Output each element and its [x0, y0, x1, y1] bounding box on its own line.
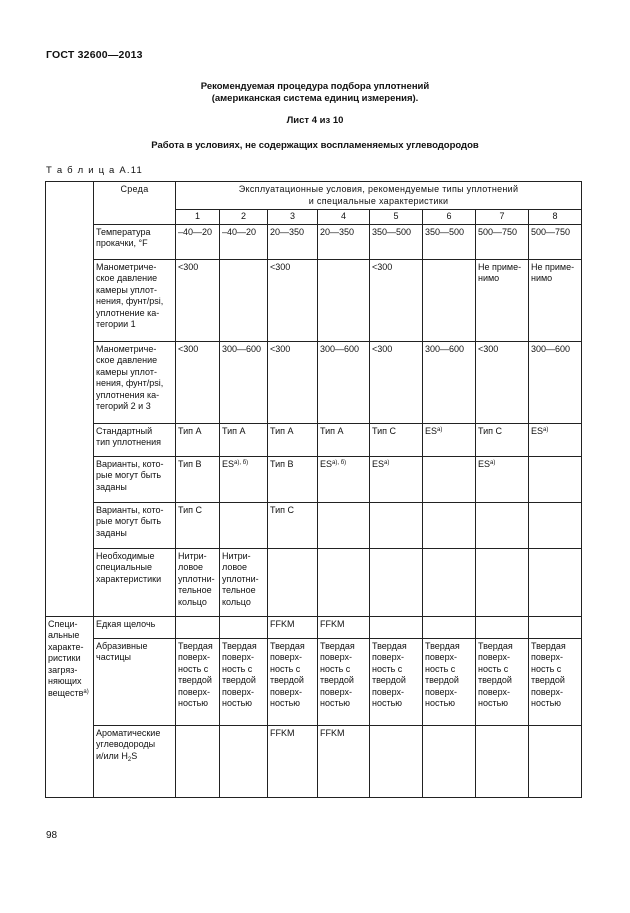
group-label-cell	[46, 616, 94, 797]
table-cell	[476, 502, 529, 548]
table-cell	[370, 423, 423, 456]
table-cell	[476, 259, 529, 341]
table-cell	[268, 725, 318, 797]
table-cell	[318, 456, 370, 502]
cell-value: Твердая поверх- ность с твердой поверх- ностью	[320, 640, 355, 708]
row-label: Необходимые специальные характеристики	[94, 548, 176, 616]
column-number: 7	[476, 210, 529, 225]
cell-footnote: a)	[490, 459, 496, 466]
table-cell	[370, 456, 423, 502]
table-cell	[529, 548, 582, 616]
cell-value: 500—750	[531, 226, 571, 237]
table-cell	[268, 502, 318, 548]
table-cell	[220, 224, 268, 259]
table-row	[46, 616, 582, 638]
table-cell	[476, 725, 529, 797]
table-cell	[476, 456, 529, 502]
table-cell	[370, 548, 423, 616]
table-cell	[268, 548, 318, 616]
table-cell	[529, 456, 582, 502]
table-row	[46, 423, 582, 456]
table-cell	[176, 616, 220, 638]
cell-value: ES	[372, 458, 385, 469]
table-cell	[423, 456, 476, 502]
table-cell	[423, 638, 476, 725]
table-cell	[268, 259, 318, 341]
cell-value: Твердая поверх- ность с твердой поверх- ностью	[531, 640, 566, 708]
table-cell	[423, 224, 476, 259]
cell-value: 500—750	[478, 226, 518, 237]
cell-value: Тип С	[270, 504, 295, 515]
cell-value: <300	[178, 343, 199, 354]
table-cell	[476, 224, 529, 259]
cell-value: <300	[270, 343, 291, 354]
cell-value: <300	[478, 343, 499, 354]
table-cell	[176, 548, 220, 616]
table-cell	[318, 423, 370, 456]
row-label: Манометриче- ское давление камеры уплот- нения, фунт/psi, уплотнение ка- тегории 1	[94, 259, 176, 341]
table-cell	[268, 423, 318, 456]
table-cell	[423, 616, 476, 638]
table-cell	[268, 616, 318, 638]
table-cell	[318, 638, 370, 725]
table-cell	[370, 341, 423, 423]
page-number: 98	[46, 830, 58, 841]
table-cell	[220, 502, 268, 548]
document-id: ГОСТ 32600—2013	[46, 49, 143, 61]
table-cell	[318, 259, 370, 341]
row-label-tail: S	[131, 750, 138, 761]
table-row	[46, 502, 582, 548]
cell-value: 300—600	[222, 343, 262, 354]
cell-value: –40—20	[178, 226, 213, 237]
cell-value: Тип А	[222, 425, 246, 436]
cell-footnote: a)	[437, 426, 443, 433]
table-cell	[176, 502, 220, 548]
table-cell	[529, 341, 582, 423]
table-cell	[220, 456, 268, 502]
cell-value: 300—600	[320, 343, 360, 354]
table-cell	[318, 341, 370, 423]
title-line2: (американская система единиц измерения).	[211, 93, 419, 104]
column-number: 4	[318, 210, 370, 225]
table-cell	[423, 502, 476, 548]
cell-value: Тип В	[270, 458, 294, 469]
table-cell	[220, 423, 268, 456]
column-number: 5	[370, 210, 423, 225]
cell-value: 300—600	[425, 343, 465, 354]
cell-value: 20—350	[270, 226, 305, 237]
table-cell	[268, 638, 318, 725]
table-cell	[423, 259, 476, 341]
table-cell	[370, 638, 423, 725]
table-row	[46, 725, 582, 797]
table-cell	[268, 341, 318, 423]
column-number: 1	[176, 210, 220, 225]
cell-value: Нитри- ловое уплотни- тельное кольцо	[222, 550, 259, 607]
cell-value: Не приме- нимо	[531, 261, 575, 283]
cell-value: Тип С	[178, 504, 203, 515]
table-cell	[423, 725, 476, 797]
row-label: Абразивные частицы	[94, 638, 176, 725]
table-row	[46, 259, 582, 341]
cell-value: FFKM	[270, 618, 295, 629]
cell-value: ES	[320, 458, 333, 469]
table-cell	[370, 224, 423, 259]
table-row	[46, 341, 582, 423]
table-cell	[476, 616, 529, 638]
row-label: Варианты, кото- рые могут быть заданы	[94, 502, 176, 548]
row-label-main: Ароматические углеводороды и/или H	[96, 727, 161, 761]
row-label: Температура прокачки, °F	[94, 224, 176, 259]
table-cell	[176, 341, 220, 423]
cell-value: <300	[372, 261, 393, 272]
cell-value: Тип В	[178, 458, 202, 469]
table-cell	[220, 548, 268, 616]
row-label: Едкая щелочь	[94, 616, 176, 638]
cell-value: Нитри- ловое уплотни- тельное кольцо	[178, 550, 215, 607]
table-cell	[423, 341, 476, 423]
group-label: Специ- альные характе- ристики загряз- няющих веществ	[48, 618, 84, 698]
table-cell	[423, 423, 476, 456]
cell-value: 20—350	[320, 226, 355, 237]
cell-value: Тип А	[270, 425, 294, 436]
table-cell	[529, 224, 582, 259]
cell-footnote: a)	[543, 426, 549, 433]
table-cell	[318, 548, 370, 616]
cell-footnote: a)	[384, 459, 390, 466]
column-number: 3	[268, 210, 318, 225]
table-cell	[476, 548, 529, 616]
column-number: 6	[423, 210, 476, 225]
table-cell	[176, 423, 220, 456]
blank-group-cell	[46, 182, 94, 617]
header-conditions-line2: и специальные характеристики	[308, 195, 449, 206]
cell-value: FFKM	[320, 618, 345, 629]
cell-value: Твердая поверх- ность с твердой поверх- ностью	[478, 640, 513, 708]
header-conditions-line1: Эксплуатационные условия, рекомендуемые типы уплотнений	[238, 184, 519, 194]
row-label: Варианты, кото- рые могут быть заданы	[94, 456, 176, 502]
table-cell	[370, 502, 423, 548]
row-label-subscript: 2	[127, 756, 132, 763]
group-label-footnote: а)	[83, 688, 89, 695]
cell-value: –40—20	[222, 226, 257, 237]
section-subtitle: Работа в условиях, не содержащих воспламеняемых углеводородов	[151, 140, 479, 151]
table-cell	[529, 259, 582, 341]
cell-value: Тип А	[320, 425, 344, 436]
table-cell	[176, 224, 220, 259]
table-cell	[529, 502, 582, 548]
table-cell	[529, 638, 582, 725]
column-number: 8	[529, 210, 582, 225]
table-cell	[529, 423, 582, 456]
cell-value: Не приме- нимо	[478, 261, 522, 283]
cell-value: 300—600	[531, 343, 571, 354]
table-row	[46, 224, 582, 259]
table-cell	[476, 423, 529, 456]
cell-value: FFKM	[270, 727, 295, 738]
cell-value: 350—500	[372, 226, 412, 237]
table-cell	[476, 341, 529, 423]
cell-value: Твердая поверх- ность с твердой поверх- ностью	[178, 640, 213, 708]
cell-value: <300	[372, 343, 393, 354]
cell-value: <300	[270, 261, 291, 272]
table-row	[46, 548, 582, 616]
table-cell	[220, 638, 268, 725]
row-label	[94, 725, 176, 797]
table-cell	[370, 259, 423, 341]
table-caption: Т а б л и ц а А.11	[46, 165, 144, 176]
table-cell	[268, 456, 318, 502]
table-cell	[529, 725, 582, 797]
table-cell	[176, 638, 220, 725]
header-conditions	[176, 182, 582, 210]
table-cell	[318, 224, 370, 259]
cell-value: ES	[478, 458, 491, 469]
table-row	[46, 638, 582, 725]
cell-value: <300	[178, 261, 199, 272]
cell-footnote: a), б)	[234, 459, 249, 466]
table-cell	[370, 725, 423, 797]
sheet-label: Лист 4 из 10	[286, 115, 344, 126]
table-cell	[529, 616, 582, 638]
title-line1: Рекомендуемая процедура подбора уплотнений	[200, 81, 430, 92]
cell-value: 350—500	[425, 226, 465, 237]
table-cell	[370, 616, 423, 638]
table-cell	[268, 224, 318, 259]
row-label: Манометриче- ское давление камеры уплот- нения, фунт/psi, уплотнения ка- тегорий 2 и 3	[94, 341, 176, 423]
table-cell	[176, 456, 220, 502]
table-cell	[318, 725, 370, 797]
column-number: 2	[220, 210, 268, 225]
table-cell	[318, 616, 370, 638]
cell-value: Твердая поверх- ность с твердой поверх- ностью	[372, 640, 407, 708]
cell-value: Твердая поверх- ность с твердой поверх- ностью	[425, 640, 460, 708]
cell-value: Тип С	[478, 425, 503, 436]
table-cell	[220, 341, 268, 423]
cell-value: Твердая поверх- ность с твердой поверх- ностью	[222, 640, 257, 708]
cell-value: FFKM	[320, 727, 345, 738]
table-row	[46, 456, 582, 502]
table-cell	[423, 548, 476, 616]
table-cell	[220, 725, 268, 797]
table-cell	[176, 725, 220, 797]
cell-value: ES	[425, 425, 438, 436]
cell-footnote: a), б)	[332, 459, 347, 466]
header-environment: Среда	[94, 182, 176, 225]
data-table	[45, 181, 582, 798]
cell-value: Тип С	[372, 425, 397, 436]
cell-value: Твердая поверх- ность с твердой поверх- ностью	[270, 640, 305, 708]
row-label: Стандартный тип уплотнения	[94, 423, 176, 456]
cell-value: ES	[531, 425, 544, 436]
table-cell	[220, 259, 268, 341]
cell-value: Тип А	[178, 425, 202, 436]
cell-value: ES	[222, 458, 235, 469]
table-cell	[318, 502, 370, 548]
table-cell	[176, 259, 220, 341]
table-cell	[220, 616, 268, 638]
table-cell	[476, 638, 529, 725]
